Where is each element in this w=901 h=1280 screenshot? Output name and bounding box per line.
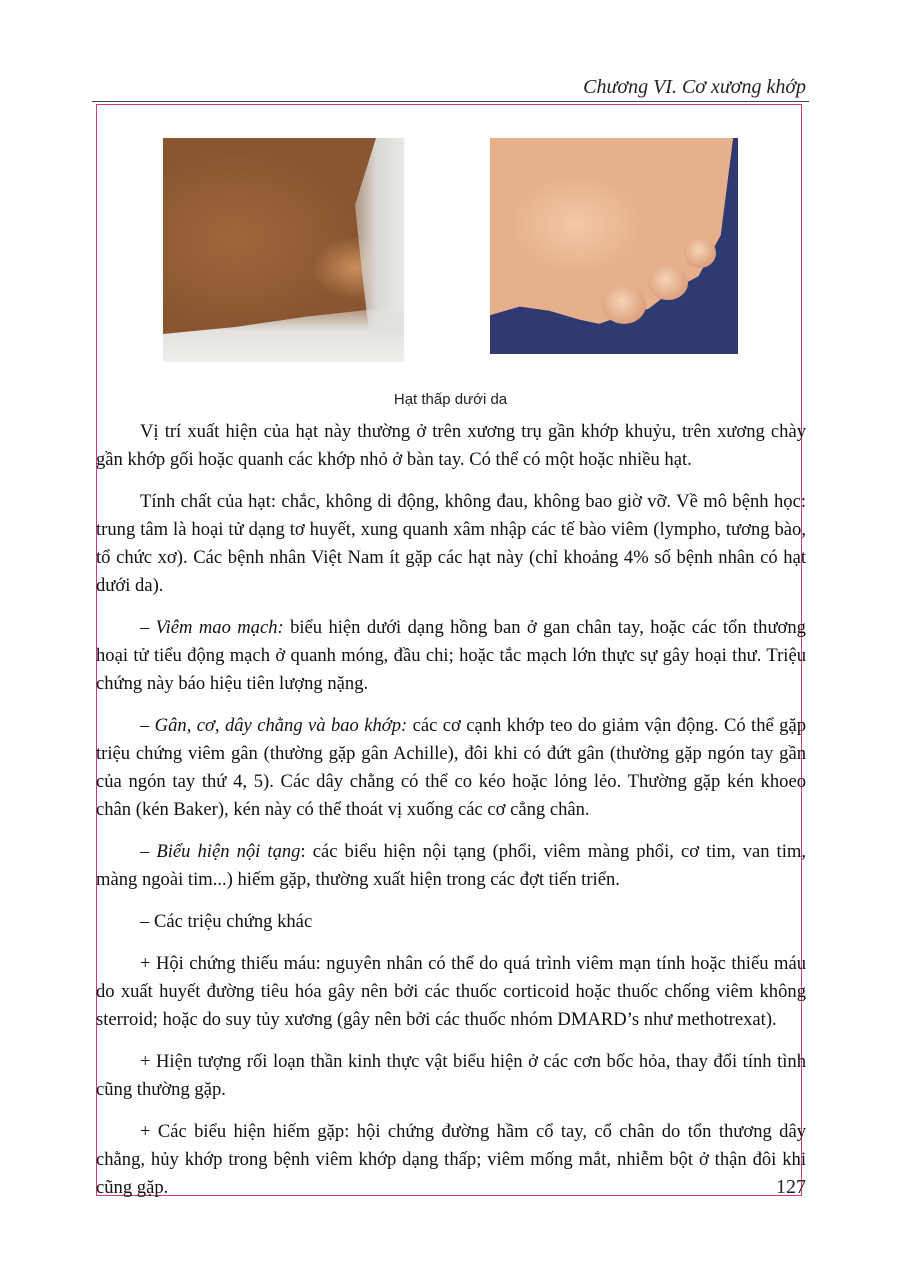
- paragraph: – Các triệu chứng khác: [140, 911, 313, 932]
- paragraph: – Viêm mao mạch: biểu hiện dưới dạng hồng ban ở gan chân tay, hoặc các tổn thương hoại tử tiểu động mạch ở quanh móng, đầu chi; hoặc tắc mạch lớn thực sự gây hoại thư. Triệu chứng này báo hiệu tiên lượng nặng.: [96, 617, 806, 694]
- header-rule: [92, 101, 809, 102]
- paragraph-lead: – Biểu hiện nội tạng: [140, 841, 301, 862]
- sheet-fold: [334, 138, 404, 362]
- body-text: [96, 418, 806, 1216]
- paragraph: + Các biểu hiện hiếm gặp: hội chứng đường hầm cổ tay, cổ chân do tổn thương dây chằng, hủy khớp trong bệnh viêm khớp dạng thấp; viêm mống mắt, nhiễm bột ở thận đôi khi cũng gặp.: [96, 1121, 806, 1198]
- paragraph: – Gân, cơ, dây chằng và bao khớp: các cơ cạnh khớp teo do giảm vận động. Có thể gặp triệu chứng viêm gân (thường gặp gân Achille), đôi khi có đứt gân (thường gặp ngón tay gần của ngón tay thứ 4, 5). Các dây chằng có thể co kéo hoặc lỏng lẻo. Thường gặp kén khoeo chân (kén Baker), kén này có thể thoát vị xuống các cơ cẳng chân.: [96, 715, 806, 820]
- paragraph: + Hiện tượng rối loạn thần kinh thực vật biểu hiện ở các cơn bốc hỏa, thay đổi tính tình cũng thường gặp.: [96, 1051, 806, 1100]
- figure-caption: Hạt thấp dưới da: [393, 391, 508, 408]
- elbow-nodule-photo: [163, 138, 404, 362]
- paragraph: Tính chất của hạt: chắc, không di động, không đau, không bao giờ vỡ. Về mô bệnh học: trung tâm là hoại tử dạng tơ huyết, xung quanh xâm nhập các tế bào viêm (lympho, tương bào, tổ chức xơ). Các bệnh nhân Việt Nam ít gặp các hạt này (chỉ khoảng 4% số bệnh nhân có hạt dưới da).: [96, 491, 806, 596]
- hand-nodules-photo: [490, 138, 738, 354]
- paragraph: + Hội chứng thiếu máu: nguyên nhân có thể do quá trình viêm mạn tính hoặc thiếu máu do xuất huyết đường tiêu hóa gây nên bởi các thuốc corticoid hoặc thuốc chống viêm không sterroid; hoặc do suy tủy xương (gây nên bởi các thuốc nhóm DMARD’s như methotrexat).: [96, 953, 806, 1030]
- paragraph-lead: – Viêm mao mạch:: [140, 617, 284, 638]
- nodule: [684, 238, 716, 268]
- nodule: [648, 266, 688, 300]
- chapter-header: Chương VI. Cơ xương khớp: [583, 76, 806, 98]
- paragraph-lead: – Gân, cơ, dây chằng và bao khớp:: [140, 715, 408, 736]
- paragraph: – Biểu hiện nội tạng: các biểu hiện nội tạng (phổi, viêm màng phổi, cơ tim, van tim, màng ngoài tim...) hiếm gặp, thường xuất hiện trong các đợt tiến triển.: [96, 841, 807, 890]
- paragraph: Vị trí xuất hiện của hạt này thường ở trên xương trụ gần khớp khuỷu, trên xương chày gần khớp gối hoặc quanh các khớp nhỏ ở bàn tay. Có thể có một hoặc nhiều hạt.: [96, 421, 806, 470]
- page-number: 127: [776, 1176, 806, 1198]
- nodule: [602, 286, 646, 324]
